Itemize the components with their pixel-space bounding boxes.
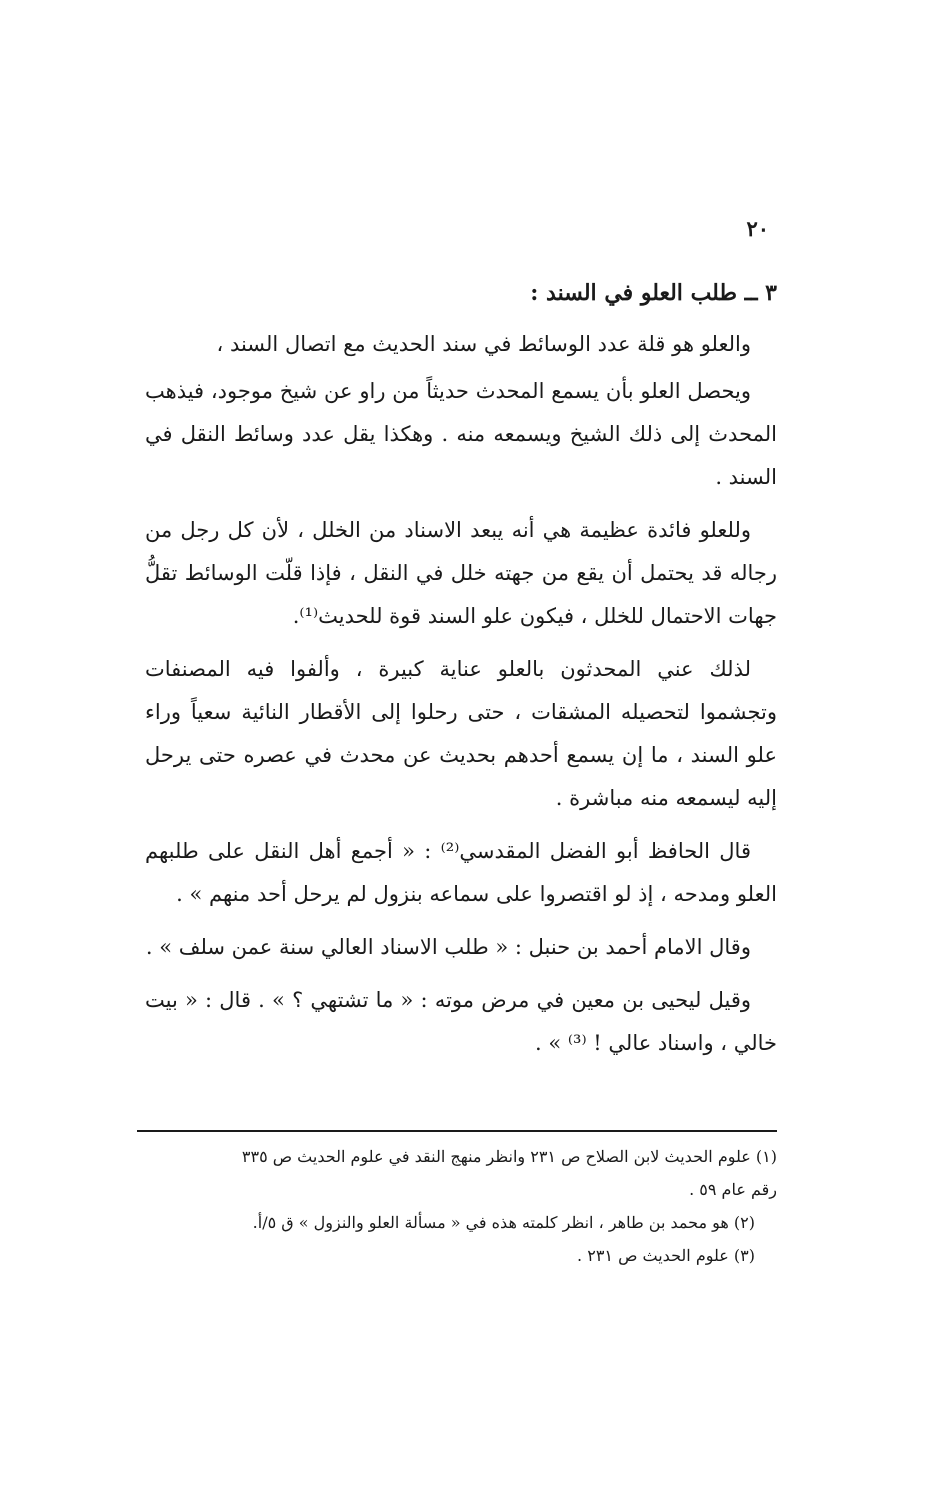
section-heading: ٣ ــ طلب العلو في السند : (530, 280, 777, 306)
paragraph-yahya-quote: وقيل ليحيى بن معين في مرض موته : « ما تشتهي ؟ » . قال : « بيت خالي ، واسناد عالي ! ⁽³⁾ » . (145, 988, 777, 1055)
page-number: ٢٠ (746, 216, 769, 241)
paragraph-definition: والعلو هو قلة عدد الوسائط في سند الحديث مع اتصال السند ، (216, 332, 751, 356)
footnote-divider (137, 1130, 777, 1132)
footnote-1: (١) علوم الحديث لابن الصلاح ص ٢٣١ وانظر منهج النقد في علوم الحديث ص ٣٣٥ (241, 1147, 777, 1166)
footnote-1-continuation: رقم عام ٥٩ . (689, 1180, 777, 1199)
paragraph-benefit: وللعلو فائدة عظيمة هي أنه يبعد الاسناد من الخلل ، لأن كل رجل من رجاله قد يحتمل أن يقع من جهته خلل في النقل ، فإذا قلّت الوسائط تقلُّ جهات الاحتمال للخلل ، فيكون علو السند قوة للحديث⁽¹⁾. (145, 518, 777, 628)
footnotes (137, 1140, 777, 1272)
footnote-2: (٢) هو محمد بن طاهر ، انظر كلمته هذه في « مسألة العلو والنزول » ق ٥/أ. (252, 1213, 755, 1232)
paragraph-how-attained: ويحصل العلو بأن يسمع المحدث حديثاً من راو عن شيخ موجود، فيذهب المحدث إلى ذلك الشيخ ويسمعه منه . وهكذا يقل عدد وسائط النقل في السند . (145, 379, 777, 489)
main-text (145, 272, 777, 1075)
footnote-3: (٣) علوم الحديث ص ٢٣١ . (577, 1246, 755, 1265)
paragraph-ahmad-quote: وقال الامام أحمد بن حنبل : « طلب الاسناد العالي سنة عمن سلف » . (145, 935, 751, 959)
paragraph-maqdisi-quote: قال الحافظ أبو الفضل المقدسي⁽²⁾ : « أجمع أهل النقل على طلبهم العلو ومدحه ، إذ لو اقتصروا على سماعه بنزول لم يرحل أحد منهم » . (145, 839, 777, 906)
paragraph-scholars-care: لذلك عني المحدثون بالعلو عناية كبيرة ، وألفوا فيه المصنفات وتجشموا لتحصيله المشقات ، حتى رحلوا إلى الأقطار النائية سعياً وراء علو السند ، ما إن يسمع أحدهم بحديث عن محدث في عصره حتى يرحل إليه ليسمعه منه مباشرة . (145, 657, 777, 810)
